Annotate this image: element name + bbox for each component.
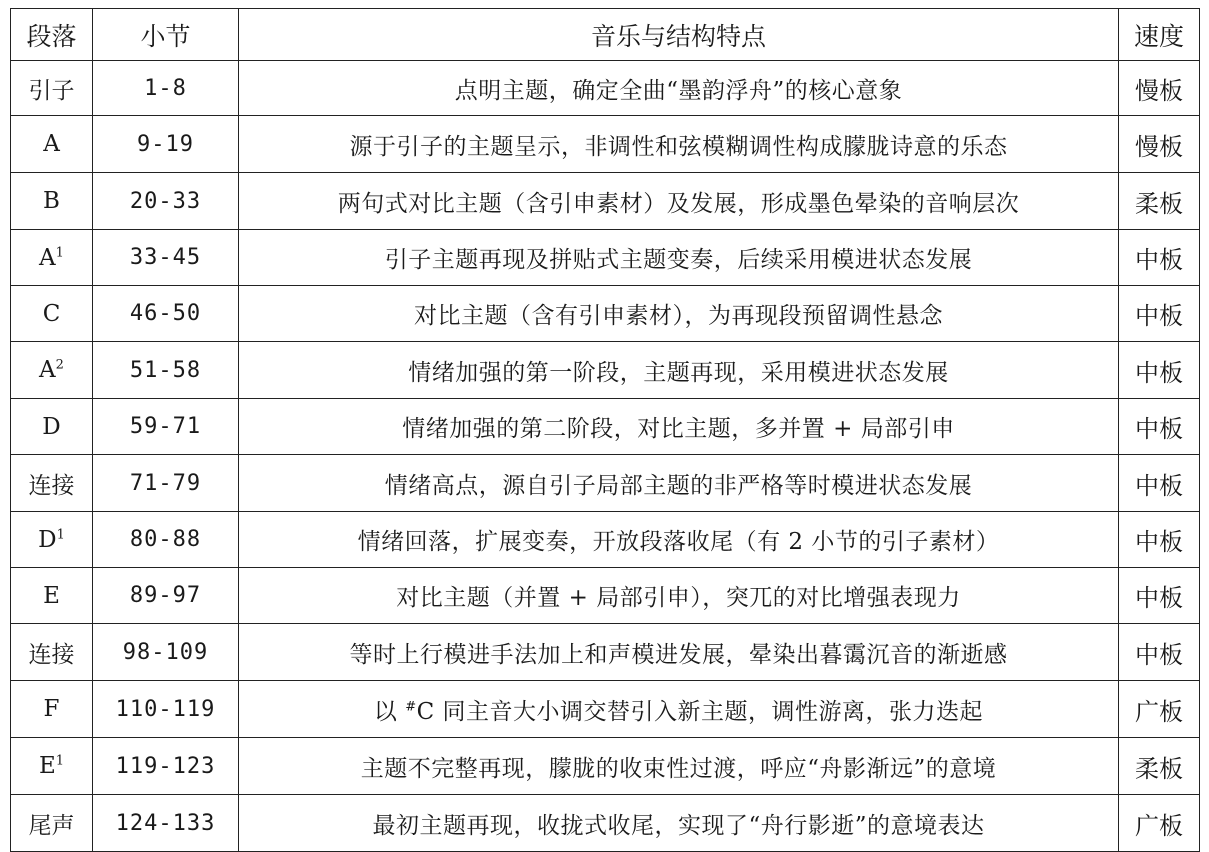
table-row [11, 681, 1200, 738]
cell-bars: 1-8 [93, 61, 239, 116]
cell-section [11, 230, 93, 286]
table-row [11, 342, 1200, 399]
cell-features [239, 173, 1119, 230]
header-features: 音乐与结构特点 [239, 9, 1119, 61]
cell-features [239, 61, 1119, 116]
section-superscript: 1 [55, 244, 64, 260]
music-structure-table [10, 8, 1200, 852]
features-prefix-superscript: # [405, 698, 417, 714]
features-text: 情绪回落，扩展变奏，开放段落收尾（有 2 小节的引子素材） [357, 529, 1000, 555]
section-label: A [39, 357, 56, 383]
table-row [11, 116, 1200, 173]
cell-bars: 71-79 [93, 455, 239, 512]
features-text: 情绪高点，源自引子局部主题的非严格等时模进状态发展 [384, 472, 973, 499]
section-label: E [38, 753, 56, 779]
table-row [11, 624, 1200, 681]
cell-section [11, 568, 93, 624]
cell-bars: 59-71 [93, 399, 239, 455]
cell-features [239, 399, 1119, 455]
table-row [11, 173, 1200, 230]
features-text: 情绪加强的第二阶段，对比主题，多并置 + 局部引申 [402, 416, 955, 442]
cell-features [239, 512, 1119, 568]
cell-tempo: 中板 [1119, 624, 1200, 681]
cell-tempo: 中板 [1119, 455, 1200, 512]
features-text: 主题不完整再现，朦胧的收束性过渡，呼应“舟影渐远”的意境 [360, 755, 997, 782]
cell-features [239, 624, 1119, 681]
cell-features [239, 455, 1119, 512]
cell-features [239, 230, 1119, 286]
section-label: E [43, 582, 60, 609]
cell-tempo: 柔板 [1119, 173, 1200, 230]
features-text: 情绪加强的第一阶段，主题再现，采用模进状态发展 [408, 359, 949, 386]
cell-tempo: 中板 [1119, 286, 1200, 342]
header-section: 段落 [11, 9, 93, 61]
section-label: 连接 [28, 641, 75, 668]
cell-bars: 89-97 [93, 568, 239, 624]
cell-bars: 20-33 [93, 173, 239, 230]
table-row [11, 230, 1200, 286]
cell-section [11, 116, 93, 173]
cell-tempo: 柔板 [1119, 738, 1200, 795]
cell-section [11, 342, 93, 399]
cell-bars: 9-19 [93, 116, 239, 173]
cell-bars: 119-123 [93, 738, 239, 795]
cell-features [239, 342, 1119, 399]
cell-section [11, 173, 93, 230]
features-text: C 同主音大小调交替引入新主题，调性游离，张力迭起 [416, 698, 984, 725]
table-row [11, 399, 1200, 455]
features-text: 点明主题，确定全曲“墨韵浮舟”的核心意象 [454, 77, 903, 104]
features-prefix: 以 [373, 698, 406, 725]
cell-features [239, 116, 1119, 173]
cell-bars: 110-119 [93, 681, 239, 738]
cell-tempo: 中板 [1119, 512, 1200, 568]
section-label: F [43, 696, 60, 722]
cell-tempo: 中板 [1119, 399, 1200, 455]
section-superscript: 1 [55, 753, 65, 769]
section-label: 尾声 [28, 812, 75, 839]
features-text: 对比主题（含有引申素材），为再现段预留调性悬念 [414, 303, 943, 329]
cell-section [11, 738, 93, 795]
header-tempo: 速度 [1119, 9, 1200, 61]
section-label: B [43, 188, 60, 214]
cell-tempo: 广板 [1119, 681, 1200, 738]
section-label: A [43, 131, 60, 157]
cell-bars: 80-88 [93, 512, 239, 568]
section-label: A [39, 244, 56, 271]
section-label: D [38, 526, 57, 553]
features-text: 最初主题再现，收拢式收尾，实现了“舟行影逝”的意境表达 [372, 812, 985, 839]
cell-tempo: 中板 [1119, 230, 1200, 286]
cell-features [239, 286, 1119, 342]
section-label: 连接 [28, 472, 75, 499]
cell-bars: 46-50 [93, 286, 239, 342]
features-text: 引子主题再现及拼贴式主题变奏，后续采用模进状态发展 [384, 247, 973, 273]
section-superscript: 2 [55, 357, 64, 373]
cell-section [11, 399, 93, 455]
section-label: D [42, 413, 61, 440]
table-row [11, 568, 1200, 624]
header-bars: 小节 [93, 9, 239, 61]
cell-tempo: 慢板 [1119, 116, 1200, 173]
cell-section [11, 455, 93, 512]
section-label: C [42, 300, 61, 327]
features-text: 两句式对比主题（含引申素材）及发展，形成墨色晕染的音响层次 [337, 190, 1020, 217]
cell-features [239, 738, 1119, 795]
table-row [11, 512, 1200, 568]
features-text: 源于引子的主题呈示，非调性和弦模糊调性构成朦胧诗意的乐态 [349, 133, 1008, 160]
section-label: 引子 [28, 77, 75, 104]
cell-features [239, 681, 1119, 738]
cell-bars: 51-58 [93, 342, 239, 399]
cell-tempo: 中板 [1119, 568, 1200, 624]
table-row [11, 738, 1200, 795]
cell-bars: 33-45 [93, 230, 239, 286]
cell-section [11, 624, 93, 681]
cell-features [239, 568, 1119, 624]
cell-section [11, 61, 93, 116]
cell-tempo: 中板 [1119, 342, 1200, 399]
header-row [11, 9, 1200, 61]
table-row [11, 61, 1200, 116]
cell-tempo: 广板 [1119, 795, 1200, 852]
table-row [11, 455, 1200, 512]
cell-section [11, 286, 93, 342]
cell-section [11, 681, 93, 738]
cell-tempo: 慢板 [1119, 61, 1200, 116]
features-text: 对比主题（并置 + 局部引申），突兀的对比增强表现力 [396, 585, 961, 611]
cell-bars: 124-133 [93, 795, 239, 852]
section-superscript: 1 [56, 526, 65, 542]
cell-section [11, 512, 93, 568]
features-text: 等时上行模进手法加上和声模进发展，晕染出暮霭沉音的渐逝感 [349, 641, 1008, 668]
table-row [11, 286, 1200, 342]
cell-bars: 98-109 [93, 624, 239, 681]
